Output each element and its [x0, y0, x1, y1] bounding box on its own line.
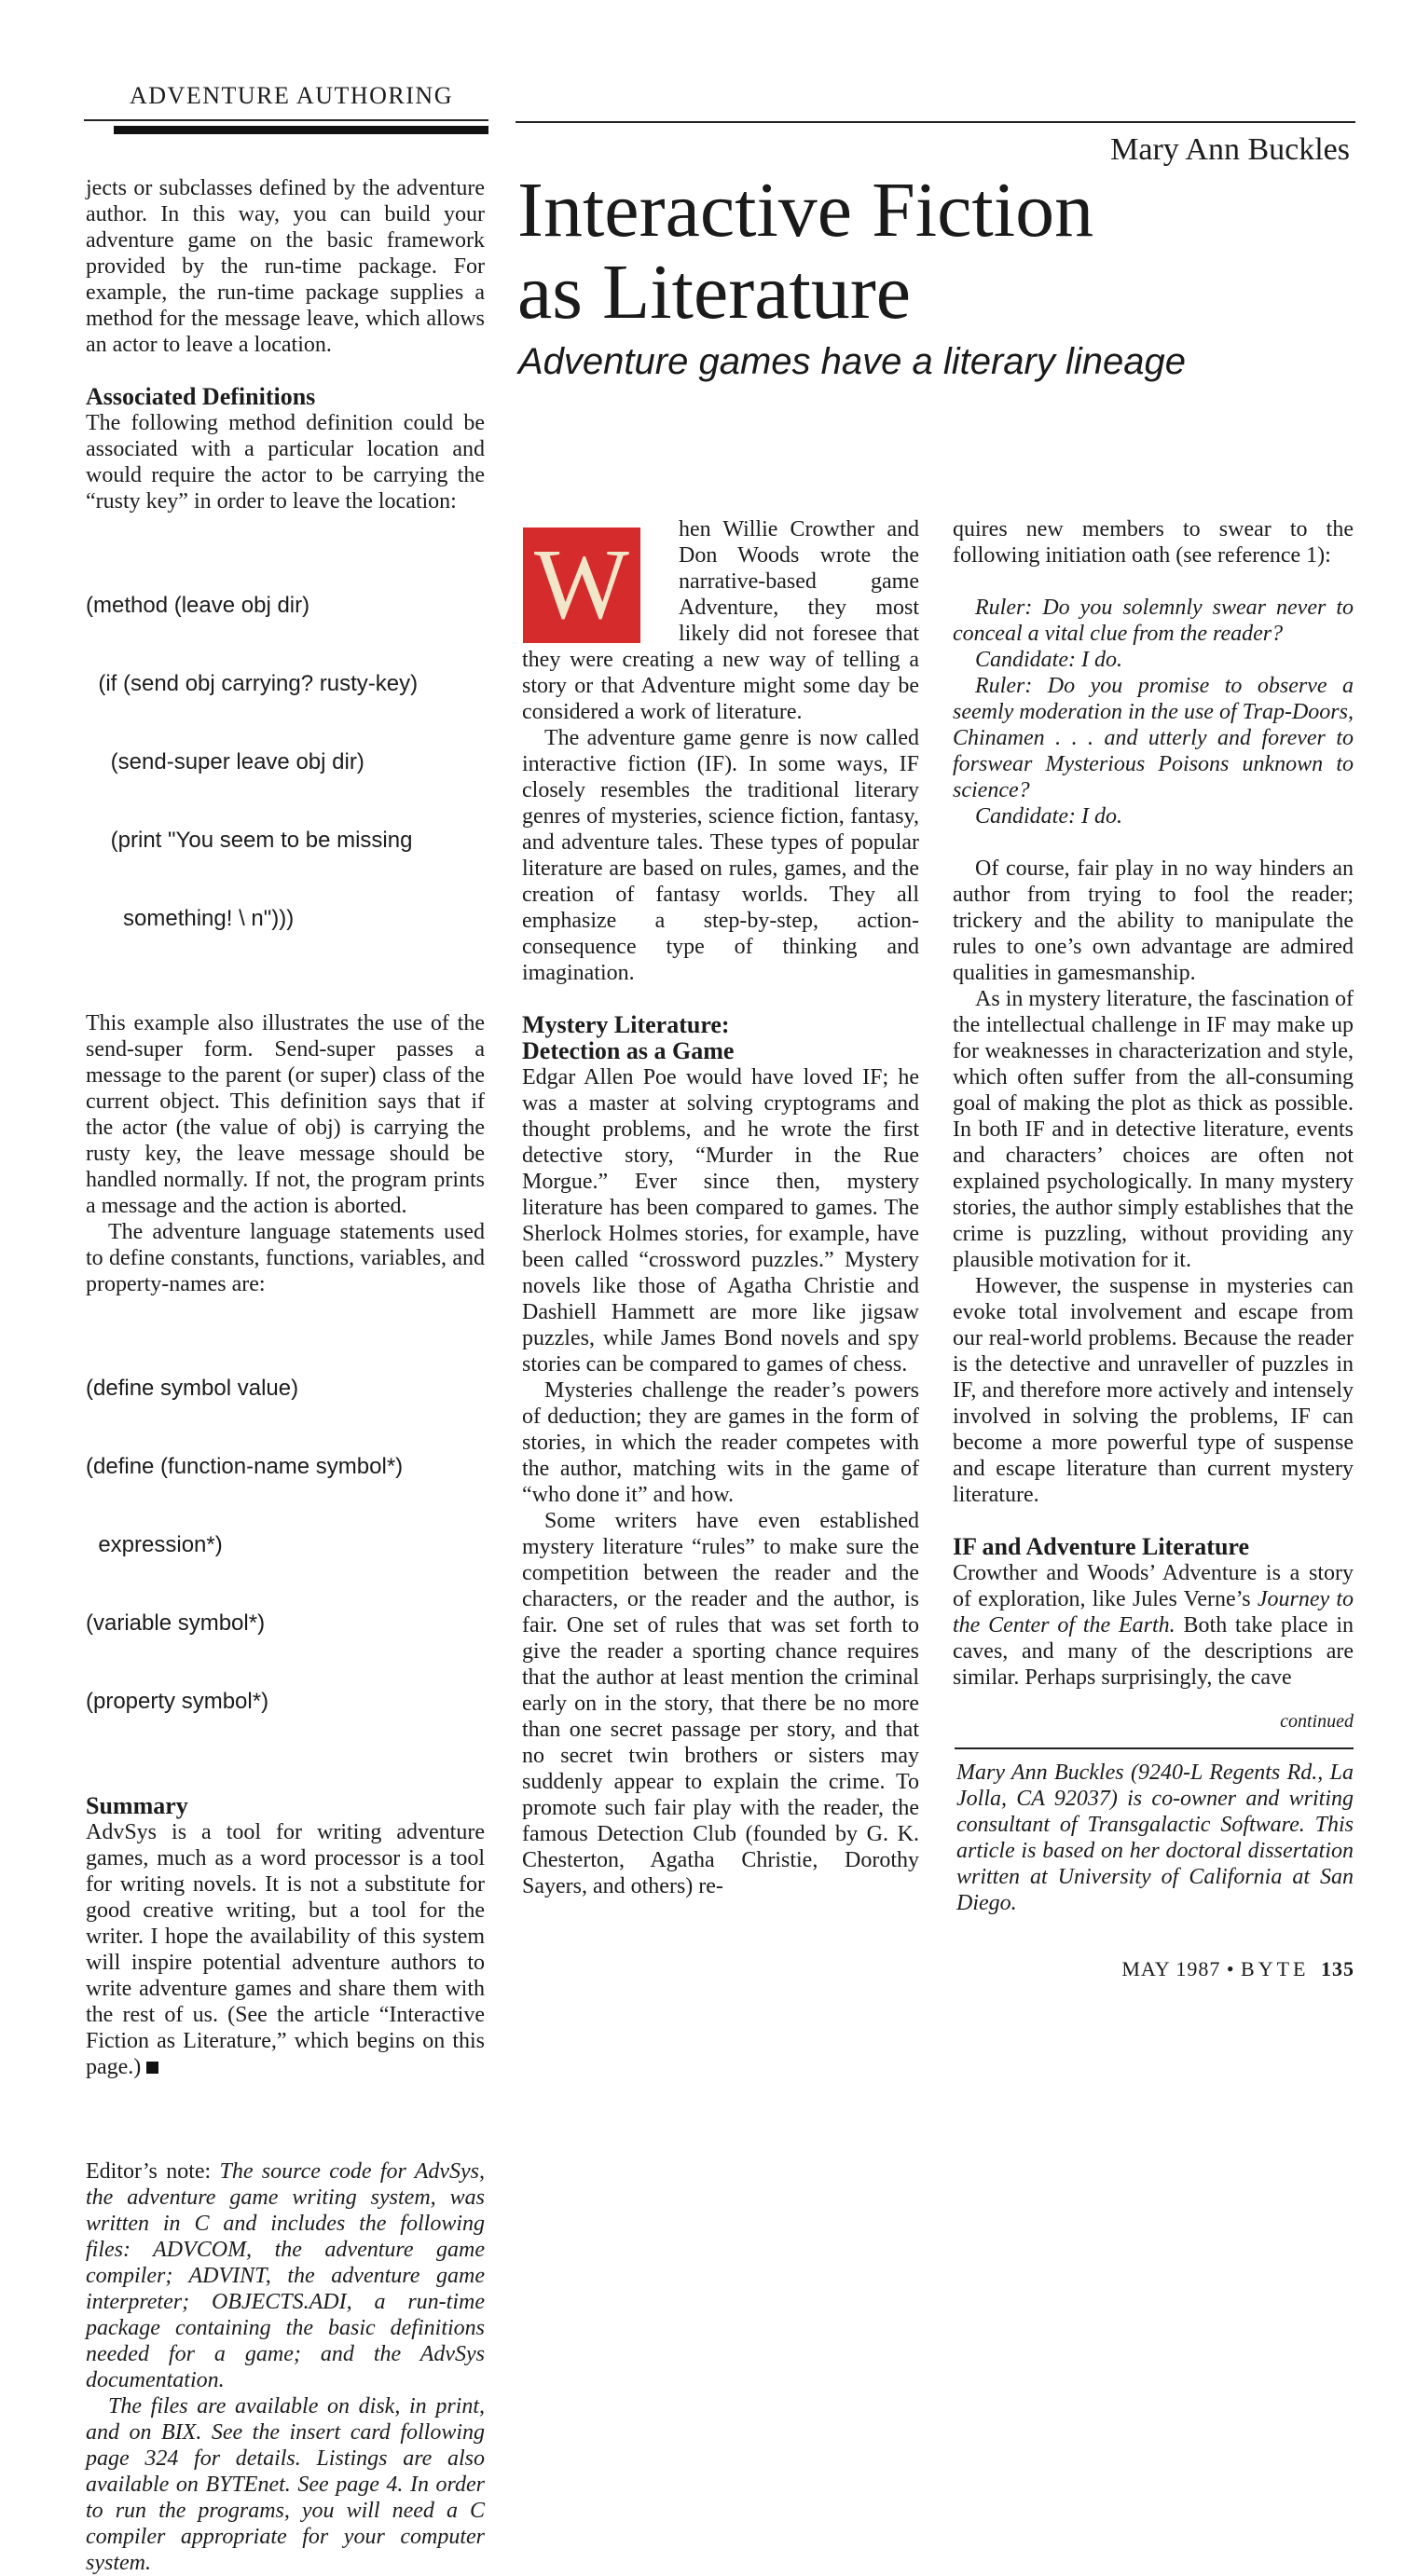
footer-date: MAY 1987	[1121, 1957, 1221, 1980]
mystery-heading-line-2: Detection as a Game	[522, 1037, 735, 1064]
oath-line: Ruler: Do you solemnly swear never to conceal a vital clue from the reader?	[953, 596, 1354, 646]
middle-column	[522, 516, 919, 1899]
genre-paragraph: The adventure game genre is now called interactive fiction (IF). In some ways, IF closely resembles the traditional literary genres of mysteries, science fiction, fantasy, and adventure tales. These types of popular literature are based on rules, games, and the creation of fantasy worlds. They all emphasize a step-by-step, action-consequence type of thinking and imagination.	[522, 726, 919, 985]
page-footer	[1121, 1957, 1354, 1981]
code-line: something! \ n")))	[86, 906, 295, 931]
left-column	[86, 175, 485, 2576]
editors-note-text: The source code for AdvSys, the adventure game writing system, was written in C and includes the following files: ADVCOM, the adventure game compiler; ADVINT, the adventure game interpreter; OBJECTS.ADI, a run-time package containing the basic definitions needed for a game; and the AdvSys documentation.	[86, 2159, 486, 2392]
drop-cap: W	[523, 528, 640, 643]
associated-definitions-heading: Associated Definitions	[86, 383, 316, 410]
left-header-rule-thin	[84, 119, 488, 121]
poe-paragraph: Edgar Allen Poe would have loved IF; he was a master at solving cryptograms and thought problems, and he wrote the first detective story, “Murder in the Rue Morgue.” Ever since then, mystery literature has been compared to games. The Sherlock Holmes stories, for example, have been called “crossword puzzles.” Mystery novels like those of Agatha Christie and Dashiell Hammett are more like jigsaw puzzles, while James Bond novels and spy stories can be compared to games of chess.	[522, 1065, 919, 1377]
editors-note	[86, 2158, 485, 2393]
adventure-paragraph: Crowther and Woods’ Adventure is a story of exploration, like Jules Verne’s Journey to the Center of the Earth. Both take place in caves, and many of the descriptions are similar. Perhaps surprisingly, the cave	[953, 1561, 1354, 1690]
oath-line: Candidate: I do.	[975, 648, 1122, 672]
page-number: 135	[1321, 1957, 1354, 1980]
associated-paragraph: The following method definition could be associated with a particular location and would require the actor to be carrying the “rusty key” in order to leave the location:	[86, 411, 485, 514]
code-line: (variable symbol*)	[86, 1610, 266, 1636]
summary-heading: Summary	[86, 1792, 188, 1819]
section-label: ADVENTURE AUTHORING	[130, 82, 453, 109]
statements-paragraph: The adventure language statements used to define constants, functions, variables, and property-names are:	[86, 1220, 485, 1296]
intro-paragraph: jects or subclasses defined by the adventure author. In this way, you can build your adventure game on the basic framework provided by the run-time package. For example, the run-time package supplies a method for the message leave, which allows an actor to leave a location.	[86, 176, 485, 357]
end-of-article-mark	[146, 2062, 158, 2074]
right-header-rule	[516, 121, 1355, 123]
define-code-block	[86, 1323, 485, 1767]
summary-paragraph: AdvSys is a tool for writing adventure games, much as a word processor is a tool for writing novels. It is not a substitute for good creative writing, but a tool for the writer. I hope the availability of this system will inspire potential adventure authors to write adventure games and share them with the rest of us. (See the article “Interactive Fiction as Literature,” which begins on this page.)	[86, 1820, 485, 2079]
suspense-paragraph: However, the suspense in mysteries can evoke total involvement and escape from our real-world problems. Because the reader is the detective and unraveller of puzzles in IF, and therefore more actively and intensely involved in solving the problems, IF can become a more powerful type of suspense and escape literature than current mystery literature.	[953, 1274, 1354, 1507]
rules-paragraph: Some writers have even established mystery literature “rules” to make sure the competition between the reader and the characters, or the reader and the author, is fair. One set of rules that was set forth to give the reader a sporting chance requires that the author at least mention the criminal early on in the story, that there be no more than one secret passage per story, and that no secret twin brothers or sisters may suddenly appear to explain the crime. To promote such fair play with the reader, the famous Detection Club (founded by G. K. Chesterton, Agatha Christie, Dorothy Sayers, and others) re-	[522, 1509, 919, 1898]
method-code-block	[86, 541, 485, 984]
if-adventure-heading: IF and Adventure Literature	[953, 1533, 1250, 1560]
oath-line: Candidate: I do.	[975, 804, 1122, 829]
editors-note-availability: The files are available on disk, in print, and on BIX. See the insert card following page 324 for details. Listings are also available on BYTEnet. See page 4. In order to run the programs, you will need a C compiler appropriate for your computer system.	[86, 2394, 485, 2575]
editors-note-label: Editor’s note:	[86, 2159, 220, 2184]
right-column	[953, 516, 1354, 1691]
deduction-paragraph: Mysteries challenge the reader’s powers of deduction; they are games in the form of stories, in which the reader competes with the author, matching wits in the game of “who done it” and how.	[522, 1378, 919, 1507]
article-author: Mary Ann Buckles	[1110, 132, 1350, 167]
author-bio: Mary Ann Buckles (9240-L Regents Rd., La Jolla, CA 92037) is co-owner and writing consultant of Transgalactic Software. This article is based on her doctoral dissertation written at University of California at San Diego.	[956, 1761, 1354, 1915]
code-line: (send-super leave obj dir)	[86, 749, 364, 774]
code-line: expression*)	[86, 1532, 223, 1557]
code-line: (define symbol value)	[86, 1376, 299, 1401]
article-subtitle: Adventure games have a literary lineage	[518, 341, 1186, 382]
initiation-oath	[953, 595, 1354, 829]
opening-paragraph: hen Willie Crowther and Don Woods wrote the narrative-based game Adventure, they most likely did not foresee that they were creating a new way of telling a story or that Adventure might some day be considered a work of literature.	[522, 517, 919, 724]
footer-magazine: BYTE	[1241, 1957, 1310, 1980]
oath-line: Ruler: Do you promise to observe a seemly moderation in the use of Trap-Doors, Chinamen . . . and utterly and forever to forswear Mysterious Poisons unknown to science?	[953, 674, 1354, 802]
continued-label: continued	[1280, 1711, 1354, 1732]
drop-cap-space	[522, 516, 679, 647]
code-line: (print "You seem to be missing	[86, 828, 413, 853]
article-title	[517, 167, 1094, 336]
fair-play-paragraph: Of course, fair play in no way hinders an author from trying to fool the reader; trickery and the ability to manipulate the rules to one’s own advantage are admired qualities in gamesmanship.	[953, 856, 1354, 985]
bio-rule	[955, 1747, 1354, 1749]
footer-separator: •	[1226, 1957, 1235, 1980]
fascination-paragraph: As in mystery literature, the fascination of the intellectual challenge in IF may make up for weaknesses in characterization and style, which often suffer from the all-consuming goal of making the plot as thick as possible. In both IF and in detective literature, events and characters’ choices are often not explained psychologically. In many mystery stories, the author simply establishes that the crime is puzzling, without providing any plausible motivation for it.	[953, 987, 1354, 1272]
mystery-heading-line-1: Mystery Literature:	[522, 1011, 730, 1038]
example-paragraph: This example also illustrates the use of the send-super form. Send-super passes a message to the parent (or super) class of the current object. This definition says that if the actor (the value of obj) is carrying the rusty key, the leave message should be handled normally. If not, the program prints a message and the action is aborted.	[86, 1011, 485, 1218]
left-header-rule-thick	[114, 126, 488, 134]
code-line: (method (leave obj dir)	[86, 593, 310, 618]
code-line: (property symbol*)	[86, 1689, 269, 1714]
code-line: (if (send obj carrying? rusty-key)	[86, 671, 419, 696]
oath-intro-paragraph: quires new members to swear to the following initiation oath (see reference 1):	[953, 517, 1354, 568]
article-title-line-2: as Literature	[517, 249, 912, 336]
code-line: (define (function-name symbol*)	[86, 1454, 404, 1479]
article-title-line-1: Interactive Fiction	[517, 167, 1094, 253]
